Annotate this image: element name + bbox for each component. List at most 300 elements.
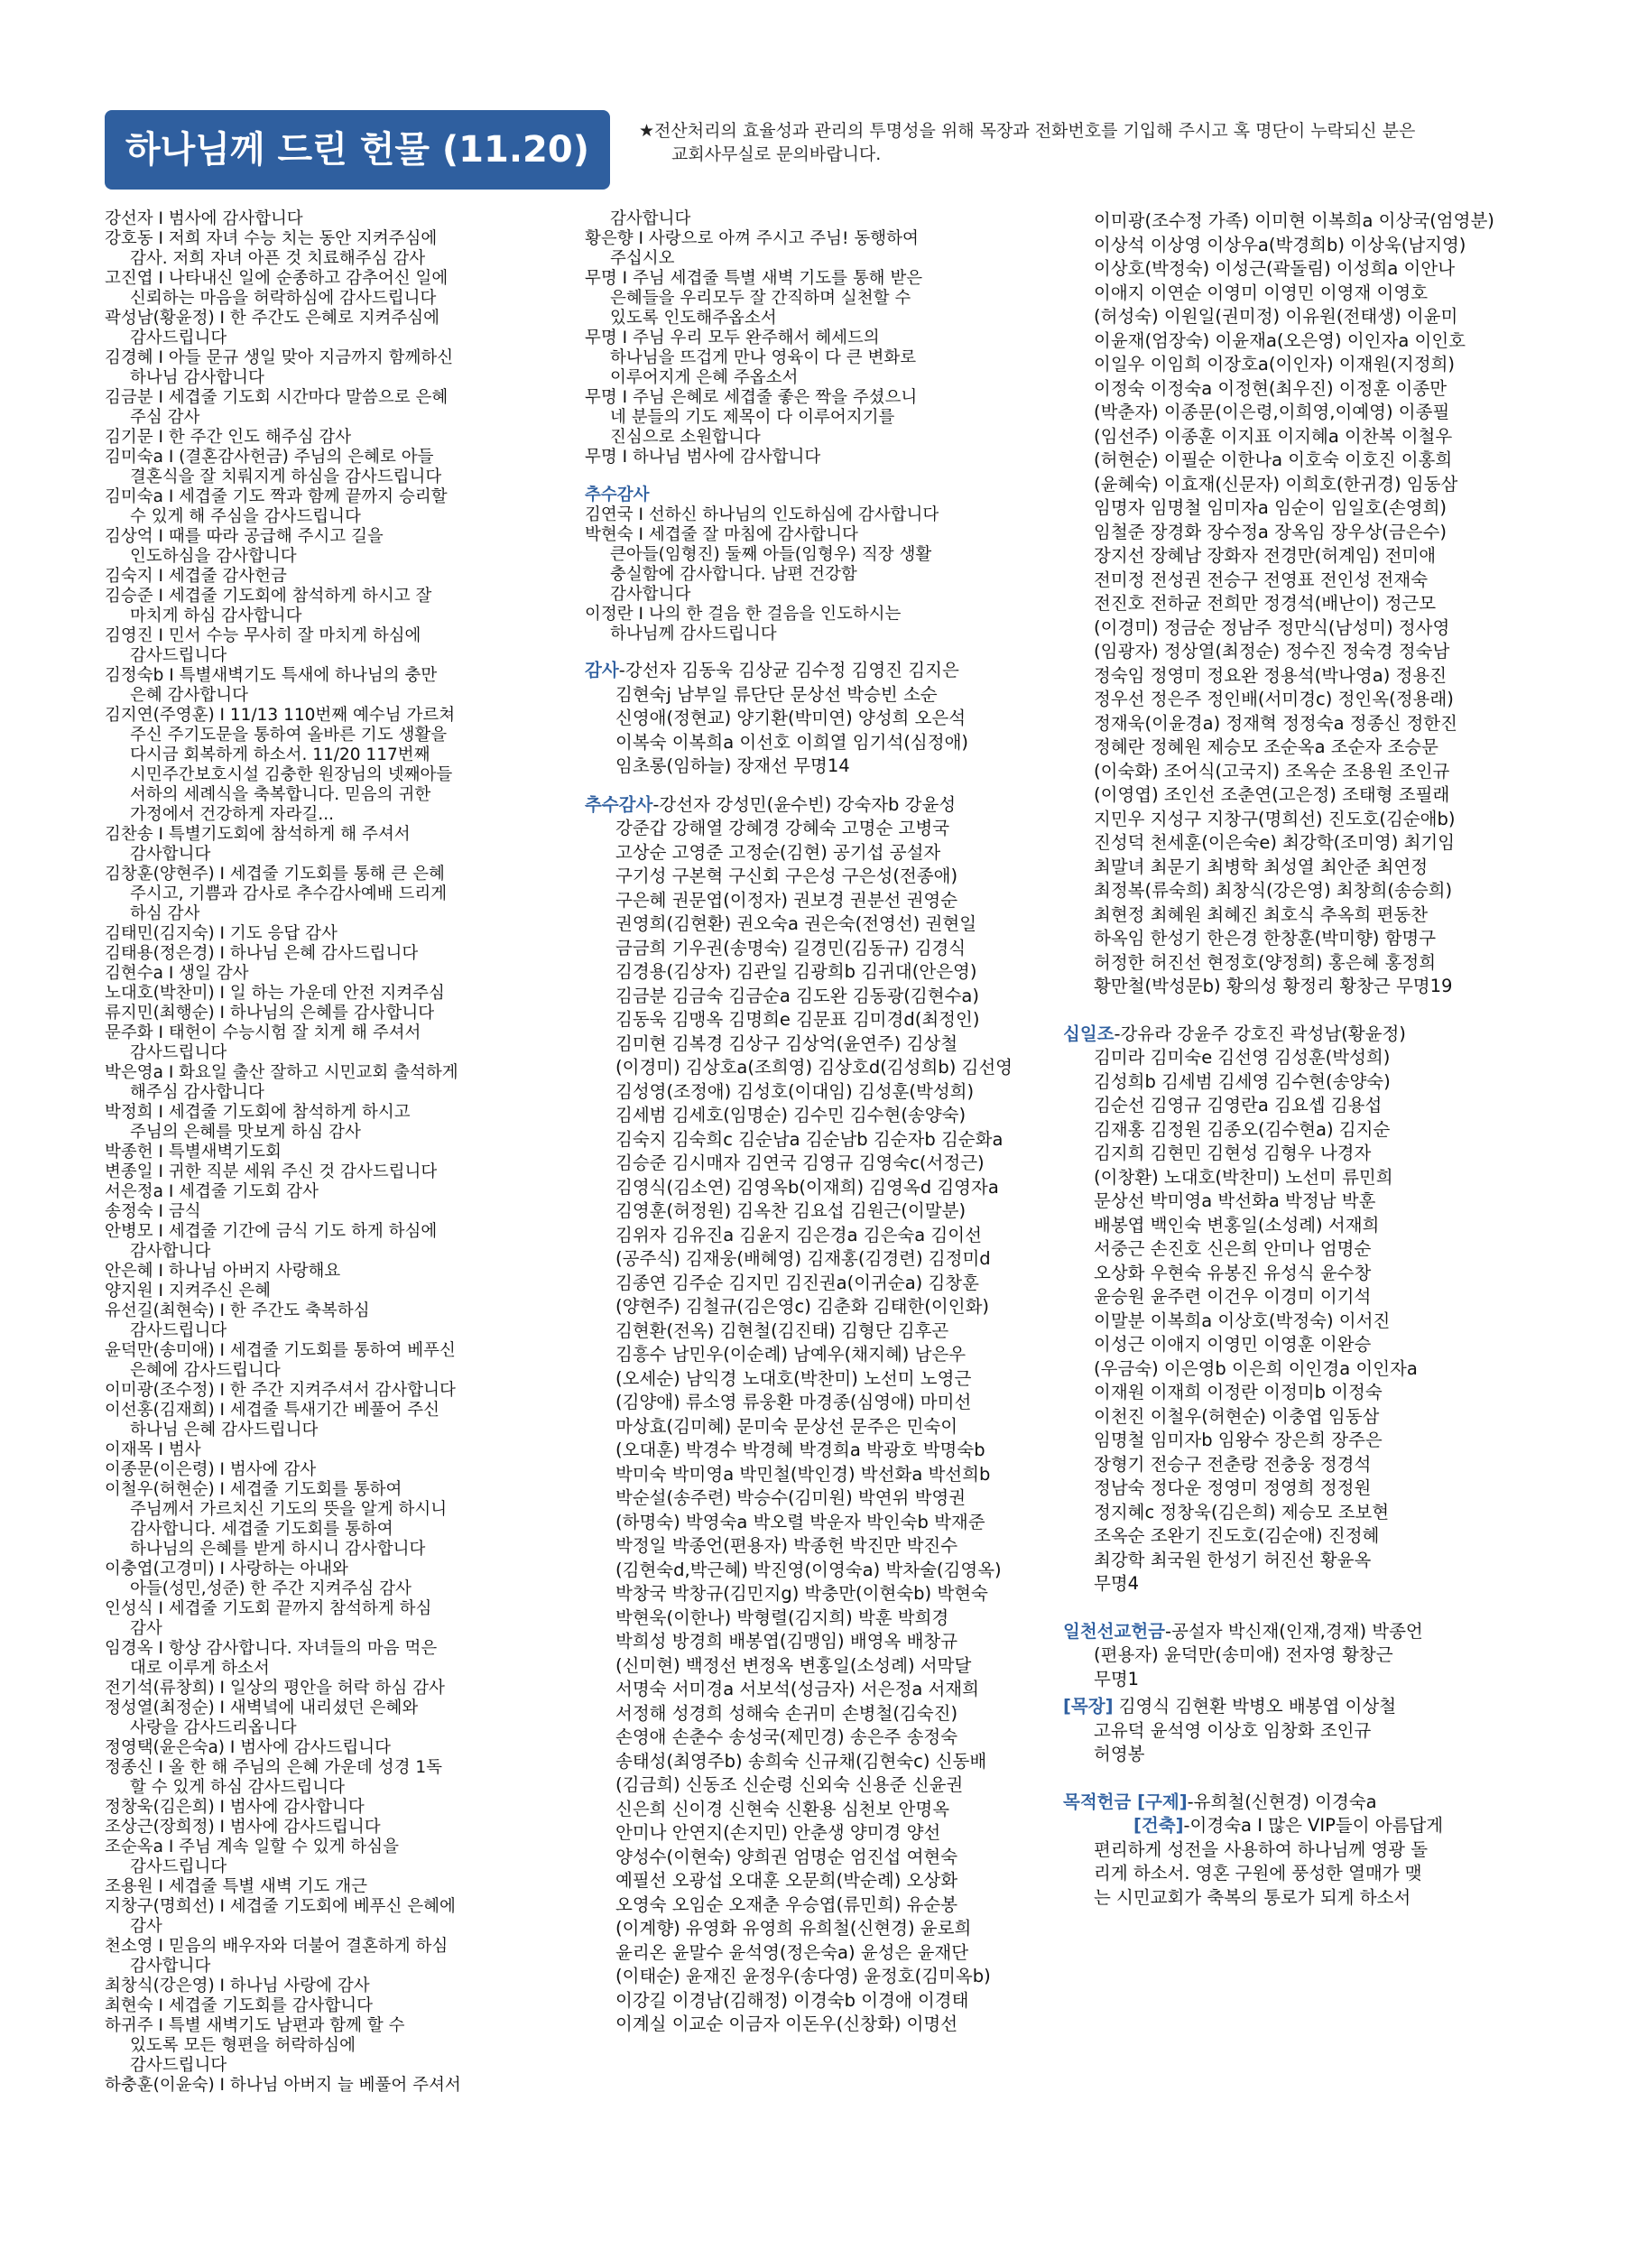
offering-entry [105, 1262, 574, 1282]
names-text: 는 시민교회가 축복의 통로가 되게 하소서 [1094, 1886, 1411, 1908]
name-line [585, 1893, 1036, 1918]
name-line [1063, 1237, 1532, 1262]
entry-continuation: 감사합니다 [130, 1242, 211, 1261]
offering-entry [105, 1738, 574, 1758]
names-text: 김현환(전옥) 김현철(김진태) 김형단 김후곤 [615, 1319, 949, 1341]
names-text: (양현주) 김철규(김은영c) 김춘화 김태한(이인화) [615, 1296, 990, 1317]
name-line [585, 1726, 1036, 1750]
section-label: 일천선교헌금 [1063, 1620, 1166, 1642]
name-line [585, 1391, 1036, 1415]
name-line: (윤혜숙) 이효재(신문자) 이희호(한귀경) 임동삼 [1094, 473, 1458, 495]
name-line: 정숙임 정영미 정요완 정용석(박나영a) 정용진 [1094, 664, 1448, 686]
name-line: 하옥임 한성기 한은경 한창훈(박미향) 함명구 [1094, 928, 1437, 949]
section-label: 목적헌금 [구제] [1063, 1791, 1188, 1812]
names-text: 문상선 박미영a 박선화a 박정남 박훈 [1094, 1190, 1376, 1211]
names-text: 서명숙 서미경a 서보석(성금자) 서은정a 서재희 [615, 1679, 979, 1699]
offering-list-continued [585, 209, 1036, 467]
entry-line: 전기석(류창희) I 일상의 평안을 허락 하심 감사 [105, 1679, 445, 1698]
entry-line: 정성열(최정순) I 새벽녘에 내리셨던 은혜와 [105, 1699, 419, 1717]
offering-entry [105, 1182, 574, 1202]
entry-continuation: 감사합니다 [610, 209, 691, 228]
names-text: 오영숙 오임순 오재춘 우승엽(류민희) 유순봉 [615, 1893, 958, 1915]
names-text: 강준갑 강해열 강혜경 강혜숙 고명순 고병국 [615, 818, 950, 838]
names-text: 고상순 고영준 고정순(김현) 공기섭 공설자 [615, 841, 941, 863]
name-line: (이경미) 정금순 정남주 정만식(남성미) 정사영 [1094, 616, 1450, 638]
entry-continuation: 감사합니다 [130, 845, 211, 864]
entry-line: 류지민(최행순) I 하나님의 은혜를 감사합니다 [105, 1004, 435, 1023]
notice-line-2: 교회사무실로 문의바랍니다. [671, 144, 882, 164]
offering-entry [105, 1897, 574, 1937]
name-line [585, 912, 1036, 937]
offering-entry [105, 1996, 574, 2016]
entry-line: 김경혜 I 아들 문규 생일 맞아 지금까지 함께하신 [105, 348, 454, 367]
name-line [585, 1295, 1036, 1319]
names-text: 최강학 최국원 한성기 허진선 황윤옥 [1094, 1549, 1372, 1570]
name-line [585, 1559, 1036, 1583]
entry-line: 정창욱(김은희) I 범사에 감사합니다 [105, 1798, 365, 1817]
entry-line: 김미숙a I 세겹줄 기도 짝과 함께 끝까지 승리할 [105, 487, 448, 506]
offering-entry [105, 964, 574, 984]
offering-entry [105, 1143, 574, 1162]
entry-line: 강선자 I 범사에 감사합니다 [105, 209, 303, 228]
name-line [1063, 1501, 1532, 1525]
offering-entry [105, 626, 574, 666]
entry-line: 서은정a I 세겹줄 기도회 감사 [105, 1182, 319, 1201]
names-text: 무명1 [1094, 1668, 1140, 1689]
names-text: (김양애) 류소영 류웅환 마경종(심영애) 마미선 [615, 1392, 972, 1412]
entry-continuation: 시민주간보호시설 김충한 원장님의 넷째아들 [130, 765, 453, 784]
name-line [1063, 1743, 1532, 1767]
name-line: 이상호(박정숙) 이성근(곽돌림) 이성희a 이안나 [1094, 258, 1456, 279]
names-text: (이창환) 노대호(박찬미) 노선미 류민희 [1094, 1166, 1393, 1188]
name-line [585, 985, 1036, 1009]
entry-line: 정종신 I 올 한 해 주님의 은혜 가운데 성경 1독 [105, 1758, 442, 1777]
offering-entry [585, 388, 1036, 448]
names-text: 이천진 이철우(허현순) 이충엽 임동삼 [1094, 1405, 1380, 1427]
section-label: 감사 [585, 660, 619, 680]
names-text: 김미현 김복경 김상구 김상억(윤연주) 김상철 [615, 1032, 958, 1054]
offering-entry [105, 1798, 574, 1818]
entry-line: 조상근(장희정) I 범사에 감사드립니다 [105, 1818, 381, 1837]
name-line [585, 1032, 1036, 1057]
entry-line: 김지연(주영훈) I 11/13 110번째 예수님 가르쳐 [105, 706, 456, 725]
names-text: 장형기 전승구 전춘랑 전충웅 정경석 [1094, 1453, 1372, 1475]
name-line [585, 937, 1036, 961]
name-line: (임선주) 이종훈 이지표 이지혜a 이찬복 이철우 [1094, 425, 1453, 447]
names-text: (이경미) 김상호a(조희영) 김상호d(김성희b) 김선영 [615, 1057, 1013, 1078]
name-line [1063, 1142, 1532, 1166]
name-line: 허정한 허진선 현정호(양정희) 홍은혜 홍정희 [1094, 951, 1437, 973]
name-line [585, 1773, 1036, 1798]
name-line: 최현정 최혜원 최혜진 최호식 추옥희 편동찬 [1094, 903, 1429, 925]
entry-continuation: 감사드립니다 [130, 1043, 227, 1062]
name-line: 지민우 지성구 지창구(명희선) 진도호(김순애b) [1094, 808, 1456, 829]
names-text: 금금희 기우권(송명숙) 길경민(김동규) 김경식 [615, 937, 967, 958]
name-line [585, 1008, 1036, 1032]
entry-line: 무명 I 주님 은혜로 세겹줄 좋은 짝을 주셨으니 [585, 388, 918, 407]
entry-line: 김창훈(양현주) I 세겹줄 기도회를 통해 큰 은혜 [105, 865, 445, 884]
names-text: 김금분 김금숙 김금순a 김도완 김동광(김현수a) [615, 985, 979, 1006]
entry-line: 김숙지 I 세겹줄 감사헌금 [105, 567, 287, 586]
entry-line: 조순옥a I 주님 계속 일할 수 있게 하심을 [105, 1838, 400, 1856]
entry-continuation: 은혜 감사합니다 [130, 686, 248, 705]
chusu-section [585, 486, 1036, 644]
offering-entry [105, 1679, 574, 1699]
names-text: (우금숙) 이은영b 이은희 이인경a 이인자a [1094, 1357, 1418, 1379]
entry-continuation: 해주심 감사합니다 [130, 1083, 264, 1102]
name-line [585, 1056, 1036, 1080]
names-text: 고유덕 윤석영 이상호 임창화 조인규 [1094, 1719, 1372, 1741]
name-line: 정혜란 정혜원 제승모 조순옥a 조순자 조승문 [1094, 736, 1439, 757]
entry-continuation: 감사드립니다 [130, 1857, 227, 1876]
names-text: 김승준 김시매자 김연국 김영규 김영숙c(서정근) [615, 1153, 985, 1173]
names-text: 박창국 박창규(김민지g) 박충만(이현숙b) 박현숙 [615, 1583, 988, 1604]
names-text: (김금희) 신동조 신순령 신외숙 신용준 신윤권 [615, 1774, 964, 1795]
offering-entry [105, 1818, 574, 1838]
entry-continuation: 하심 감사 [130, 904, 200, 923]
name-line: (이숙화) 조어식(고국지) 조옥순 조용원 조인규 [1094, 760, 1450, 782]
entry-line: 천소영 I 믿음의 배우자와 더불어 결혼하게 하심 [105, 1937, 449, 1956]
entry-line: 곽성남(황윤정) I 한 주간도 은혜로 지켜주심에 [105, 309, 439, 328]
name-line [1063, 1477, 1532, 1501]
name-line: 장지선 장혜남 장화자 전경만(허계임) 전미애 [1094, 545, 1437, 566]
name-line [585, 841, 1036, 866]
names-text: 정남숙 정다운 정영미 정영희 정정원 [1094, 1477, 1372, 1498]
entry-continuation: 주님의 은혜를 맛보게 하심 감사 [130, 1123, 361, 1142]
offering-entry [105, 269, 574, 309]
mission-offering-names [1063, 1620, 1532, 1692]
offering-entry [105, 348, 574, 388]
name-line [1063, 1070, 1532, 1095]
offering-entry [105, 1877, 574, 1897]
name-line [585, 1917, 1036, 1941]
offering-entry [105, 229, 574, 269]
offering-entry [105, 1381, 574, 1401]
names-text: 예필선 오광섭 오대훈 오문희(박순례) 오상화 [615, 1870, 958, 1891]
names-text: 이복숙 이복희a 이선호 이희열 임기석(심정애) [615, 731, 969, 753]
name-line [1063, 1214, 1532, 1238]
entry-line: 김상억 I 때를 따라 공급해 주시고 길을 [105, 527, 384, 546]
entry-line: 고진엽 I 나타내신 일에 순종하고 감추어신 일에 [105, 269, 449, 288]
names-text: 박정일 박종언(편용자) 박종헌 박진만 박진수 [615, 1535, 958, 1556]
name-line [585, 1965, 1036, 1989]
names-text: 조옥순 조완기 진도호(김순애) 진정혜 [1094, 1525, 1380, 1546]
entry-line: 김영진 I 민서 수능 무사히 잘 마치게 하심에 [105, 626, 421, 645]
name-line [585, 1989, 1036, 2013]
names-text: 윤리온 윤말수 윤석영(정은숙a) 윤성은 윤재단 [615, 1941, 969, 1963]
name-line: 이상석 이상영 이상우a(박경희b) 이상욱(남지영) [1094, 234, 1466, 255]
offering-entry [585, 209, 1036, 229]
column-3 [1063, 209, 1532, 1910]
entry-continuation: 하나님께 감사드립니다 [610, 625, 777, 643]
entry-continuation: 아들(성민,성준) 한 주간 지켜주심 감사 [130, 1579, 412, 1598]
offering-entry [105, 1202, 574, 1222]
offering-entry [105, 706, 574, 825]
name-line: 임명자 임명철 임미자a 임순이 임일호(손영희) [1094, 497, 1448, 518]
offering-entry [585, 329, 1036, 388]
entry-line: 황은향 I 사랑으로 아껴 주시고 주님! 동행하여 [585, 229, 919, 248]
name-line: 이미광(조수정 가족) 이미현 이복희a 이상국(엄영분) [1094, 210, 1494, 231]
offering-entry [105, 984, 574, 1004]
offering-entry [105, 1301, 574, 1341]
offering-entry [585, 269, 1036, 329]
name-line [585, 1702, 1036, 1726]
tithe-names [1063, 1023, 1532, 1597]
entry-continuation: 수 있게 해 주심을 감사드립니다 [130, 507, 361, 526]
offering-entry [585, 525, 1036, 605]
names-text: 김미라 김미숙e 김선영 김성훈(박성희) [1094, 1047, 1391, 1068]
names-text: 김동욱 김맹옥 김명희e 김문표 김미경d(최정인) [615, 1009, 980, 1030]
name-line: (허성숙) 이원일(권미정) 이유원(전태생) 이윤미 [1094, 306, 1458, 327]
offering-entry [105, 1599, 574, 1639]
name-line [1063, 1381, 1532, 1405]
offering-entry [585, 448, 1036, 467]
entry-line: 김연국 I 선하신 하나님의 인도하심에 감사합니다 [585, 505, 939, 524]
name-line [585, 1272, 1036, 1296]
entry-line: 김미숙a I (결혼감사헌금) 주님의 은혜로 아들 [105, 448, 434, 467]
entry-continuation: 감사드립니다 [130, 1321, 227, 1340]
entry-continuation: 감사드립니다 [130, 2056, 227, 2075]
name-line: 정우선 정은주 정인배(서미경c) 정인옥(정용래) [1094, 689, 1454, 709]
names-text: -이경숙a I 많은 VIP들이 아름답게 [1183, 1815, 1444, 1836]
chusu-names [585, 793, 1036, 2037]
entry-line: 노대호(박찬미) I 일 하는 가운데 안전 지켜주심 [105, 984, 445, 1003]
entry-line: 이재목 I 범사 [105, 1440, 201, 1459]
names-text: 이계실 이교순 이금자 이돈우(신창화) 이명선 [615, 2013, 958, 2034]
offering-entry [105, 865, 574, 924]
name-line: 최말녀 최문기 최병학 최성열 최안준 최연정 [1094, 856, 1429, 877]
name-line: 황만철(박성문b) 황의성 황정리 황창근 무명19 [1094, 976, 1453, 996]
name-line [585, 1343, 1036, 1367]
name-line: 이윤재(엄장숙) 이윤재a(오은영) 이인자a 이인호 [1094, 329, 1466, 351]
entry-continuation: 주시고, 기쁨과 감사로 추수감사예배 드리게 [130, 884, 448, 903]
name-line [585, 960, 1036, 985]
name-line [585, 1821, 1036, 1846]
name-line [585, 1247, 1036, 1272]
entry-continuation: 충실함에 감사합니다. 남편 건강함 [610, 565, 857, 584]
offering-entry [105, 1838, 574, 1877]
entry-line: 송정숙 I 금식 [105, 1202, 201, 1221]
name-line [585, 1869, 1036, 1893]
names-text: 서정해 성경희 성해숙 손귀미 손병철(김숙진) [615, 1702, 958, 1724]
offering-entry [105, 1103, 574, 1143]
names-text: 오상화 우현숙 유봉진 유성식 윤수창 [1094, 1262, 1372, 1283]
offering-entry [105, 1699, 574, 1738]
names-text: 박순설(송주련) 박승수(김미원) 박연위 박영권 [615, 1487, 967, 1508]
name-line [1063, 1695, 1532, 1719]
name-line [1063, 1572, 1532, 1597]
purpose-offering [1063, 1791, 1532, 1911]
names-text: 김순선 김영규 김영란a 김요셉 김용섭 [1094, 1095, 1383, 1115]
column-1 [105, 209, 574, 2096]
entry-continuation: 대로 이루게 하소서 [130, 1659, 270, 1678]
names-text: 김숙지 김숙희c 김순남a 김순남b 김순자b 김순화a [615, 1128, 1004, 1150]
entry-line: 하충훈(이윤숙) I 하나님 아버지 늘 베풀어 주셔서 [105, 2076, 461, 2095]
entry-continuation: 할 수 있게 하심 감사드립니다 [130, 1778, 345, 1797]
entry-line: 박현숙 I 세겹줄 잘 마침에 감사합니다 [585, 525, 858, 544]
name-line [585, 659, 1036, 683]
offering-entry [105, 388, 574, 428]
offering-entry [105, 1341, 574, 1381]
names-text: 김영훈(허정원) 김옥찬 김요섭 김원근(이말분) [615, 1200, 967, 1221]
name-line: 이정숙 이정숙a 이정현(최우진) 이정훈 이종만 [1094, 377, 1448, 399]
names-text: 김지희 김현민 김현성 김형우 나경자 [1094, 1143, 1372, 1163]
entry-line: 김찬송 I 특별기도회에 참석하게 해 주셔서 [105, 825, 411, 844]
name-line: 진성덕 천세훈(이은숙e) 최강학(조미영) 최기임 [1094, 832, 1456, 853]
offering-entry [105, 1460, 574, 1480]
entry-line: 이선홍(김재희) I 세겹줄 특새기간 베풀어 주신 [105, 1401, 439, 1420]
name-line [585, 1678, 1036, 1702]
offering-entry [105, 1560, 574, 1599]
name-line [1063, 1285, 1532, 1310]
offering-entry [105, 2016, 574, 2076]
names-text: 김종연 김주순 김지민 김진권a(이귀순a) 김창훈 [615, 1272, 979, 1293]
entry-continuation: 하나님의 은혜를 받게 하시니 감사합니다 [130, 1540, 426, 1559]
name-line [585, 1534, 1036, 1559]
names-text: 이강길 이경남(김해정) 이경숙b 이경애 이경태 [615, 1989, 969, 2011]
offering-entry [105, 924, 574, 944]
names-text: (이태순) 윤재진 윤정우(송다영) 윤정호(김미옥b) [615, 1966, 991, 1986]
name-line: 이애지 이연순 이영미 이영민 이영재 이영호 [1094, 282, 1429, 303]
offering-entry [105, 1639, 574, 1679]
names-text: 김세범 김세호(임명순) 김수민 김수현(송양숙) [615, 1105, 967, 1125]
names-text: 안미나 안연지(손지민) 안춘생 양미경 양선 [615, 1822, 941, 1843]
names-text: 손영애 손춘수 송성국(제민경) 송은주 송정숙 [615, 1726, 958, 1747]
offering-entry [105, 1004, 574, 1023]
name-line: 전미정 전성권 전승구 전영표 전인성 전재숙 [1094, 569, 1429, 590]
entry-line: 임경옥 I 항상 감사합니다. 자녀들의 마음 먹은 [105, 1639, 438, 1658]
entry-continuation: 주신 주기도문을 통하여 올바른 기도 생활을 [130, 726, 448, 745]
names-text: -유희철(신현경) 이경숙a [1187, 1791, 1377, 1812]
gamsa-names [585, 659, 1036, 779]
entry-line: 문주화 I 태헌이 수능시험 잘 치게 해 주셔서 [105, 1023, 421, 1042]
names-text: (오대훈) 박경수 박경혜 박경희a 박광호 박명숙b [615, 1439, 985, 1460]
name-line [585, 1486, 1036, 1511]
name-line [1063, 1094, 1532, 1118]
notice-text [639, 119, 1523, 166]
chusu-section-title: 추수감사 [585, 486, 650, 505]
entry-line: 강호동 I 저희 자녀 수능 치는 동안 지켜주심에 [105, 229, 438, 248]
name-line [1063, 1862, 1532, 1886]
name-line: 이일우 이임희 이장호a(이인자) 이재원(지정희) [1094, 354, 1456, 375]
names-text: 이성근 이애지 이영민 이영훈 이완승 [1094, 1334, 1372, 1355]
offering-entry [585, 605, 1036, 644]
offering-entry [105, 1282, 574, 1301]
entry-continuation: 가정에서 건강하게 자라길... [130, 805, 334, 824]
name-line [585, 1582, 1036, 1606]
name-line: 임철준 장경화 장수정a 장옥임 장우상(금은수) [1094, 521, 1448, 542]
entry-continuation: 감사합니다 [610, 585, 691, 604]
offering-entry [105, 825, 574, 865]
entry-line: 김태용(정은경) I 하나님 은혜 감사드립니다 [105, 944, 419, 963]
name-line [585, 1941, 1036, 1966]
names-text: (하명숙) 박영숙a 박오렬 박운자 박인숙b 박재준 [615, 1511, 985, 1532]
name-line [585, 1511, 1036, 1535]
names-text: 양성수(이현숙) 양희권 엄명순 엄진섭 여현숙 [615, 1846, 958, 1867]
name-line [1063, 1118, 1532, 1143]
names-text: 서중근 손진호 신은희 안미나 엄명순 [1094, 1238, 1372, 1259]
offering-entry [105, 944, 574, 964]
offering-entry [105, 448, 574, 487]
column-2 [585, 209, 1036, 2037]
offering-entry [585, 229, 1036, 269]
offering-entry [105, 1063, 574, 1103]
entry-continuation: 마치게 하심 감사합니다 [130, 606, 302, 625]
entry-line: 하귀주 I 특별 새벽기도 남편과 함께 할 수 [105, 2016, 405, 2035]
name-line [585, 1630, 1036, 1654]
name-line [1063, 1023, 1532, 1047]
offering-entry [105, 1976, 574, 1996]
names-text: 배봉엽 백인숙 변홍일(소성례) 서재희 [1094, 1214, 1380, 1236]
name-line [585, 1463, 1036, 1487]
names-text: 박현욱(이한나) 박형렬(김지희) 박훈 박희경 [615, 1606, 949, 1628]
name-line [1063, 1838, 1532, 1863]
names-text: (편용자) 윤덕만(송미애) 전자영 황창근 [1094, 1644, 1393, 1665]
name-line [1063, 1453, 1532, 1477]
name-line [1063, 1886, 1532, 1911]
entry-line: 무명 I 하나님 범사에 감사합니다 [585, 448, 821, 467]
entry-continuation: 서하의 세례식을 축복합니다. 믿음의 귀한 [130, 785, 431, 804]
entry-line: 김정숙b I 특별새벽기도 특새에 하나님의 충만 [105, 666, 438, 685]
offering-entry [105, 527, 574, 567]
names-text: 김성희b 김세범 김세영 김수현(송양숙) [1094, 1070, 1391, 1092]
name-line [585, 754, 1036, 779]
name-line [585, 1367, 1036, 1392]
entry-line: 이종문(이은령) I 범사에 감사 [105, 1460, 317, 1479]
entry-line: 무명 I 주님 우리 모두 완주해서 헤세드의 [585, 329, 880, 347]
names-text: 임명철 임미자b 임왕수 장은희 장주은 [1094, 1430, 1383, 1450]
entry-line: 안은혜 I 하나님 아버지 사랑해요 [105, 1262, 341, 1281]
entry-continuation: 하나님 은혜 감사드립니다 [130, 1421, 319, 1439]
offering-entry [105, 428, 574, 448]
name-line [1063, 1668, 1532, 1692]
names-text: 허영봉 [1094, 1744, 1145, 1764]
names-text: 구기성 구본혁 구신회 구은성 구은성(전종애) [615, 866, 958, 886]
names-text: (김현숙d,박근혜) 박진영(이영숙a) 박차술(김영옥) [615, 1559, 1002, 1580]
name-line [585, 865, 1036, 889]
name-line: (허현순) 이필순 이한나a 이호숙 이호진 이홍희 [1094, 449, 1453, 470]
names-text: 김영식 김현환 박병오 배봉엽 이상철 [1113, 1696, 1397, 1717]
names-text: -강유라 강윤주 강호진 곽성남(황윤정) [1114, 1023, 1406, 1044]
entry-line: 인성식 I 세겹줄 기도회 끝까지 참석하게 하심 [105, 1599, 432, 1618]
names-text: 김위자 김유진a 김윤지 김은경a 김은숙a 김이선 [615, 1224, 982, 1245]
name-line [585, 1128, 1036, 1153]
entry-continuation: 신뢰하는 마음을 허락하심에 감사드립니다 [130, 289, 437, 308]
name-line [1063, 1814, 1532, 1838]
name-line: (이영엽) 조인선 조춘연(고은정) 조태형 조필래 [1094, 784, 1450, 805]
entry-line: 박정희 I 세겹줄 기도회에 참석하게 하시고 [105, 1103, 411, 1122]
offering-entry [105, 1758, 574, 1798]
offering-entry [105, 1440, 574, 1460]
entry-continuation: 이루어지게 은혜 주옵소서 [610, 368, 799, 387]
entry-line: 이철우(허현순) I 세겹줄 기도회를 통하여 [105, 1480, 402, 1499]
name-line [585, 889, 1036, 913]
name-line [1063, 1791, 1532, 1815]
offering-entry [105, 1222, 574, 1262]
entry-line: 이충엽(고경미) I 사랑하는 아내와 [105, 1560, 348, 1578]
entry-continuation: 감사 [130, 1917, 162, 1936]
entry-continuation: 있도록 인도해주옵소서 [610, 309, 777, 328]
names-text: 구은혜 권문엽(이정자) 권보경 권분선 권영순 [615, 889, 958, 911]
mokjang-names [1063, 1695, 1532, 1767]
names-text: 김경용(김상자) 김관일 김광희b 김귀대(안은영) [615, 961, 977, 982]
names-text: 신은희 신이경 신현숙 신환용 심천보 안명옥 [615, 1798, 950, 1819]
entry-continuation: 있도록 모든 형편을 허락하심에 [130, 2036, 356, 2055]
name-line [1063, 1046, 1532, 1070]
entry-continuation: 진심으로 소원합니다 [610, 428, 761, 447]
notice-line-1: ★전산처리의 효율성과 관리의 투명성을 위해 목장과 전화번호를 기입해 주시고 혹 명단이 누락되신 분은 [639, 121, 1416, 141]
name-line [1063, 1405, 1532, 1430]
